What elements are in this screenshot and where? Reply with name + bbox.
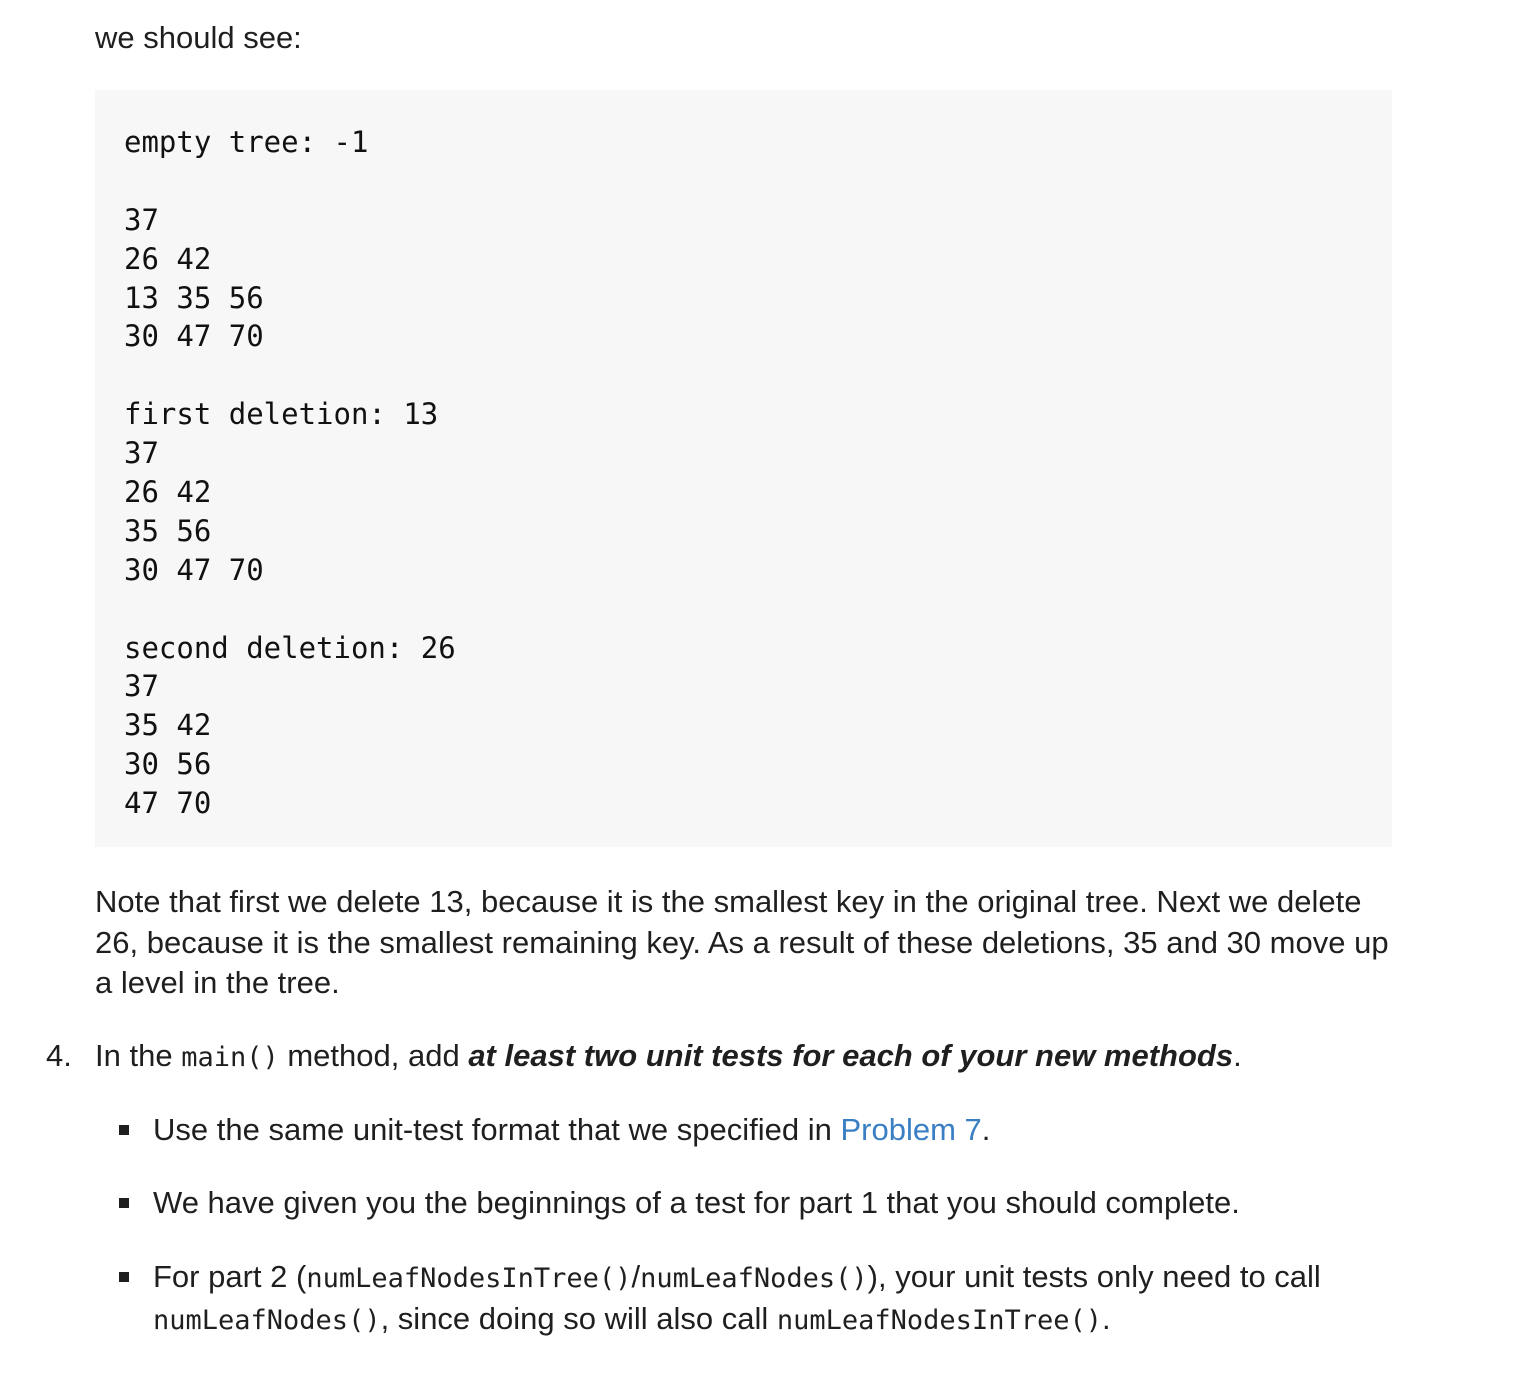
step-4 — [46, 1036, 1395, 1078]
code-main: main() — [181, 1042, 279, 1073]
code-line: 35 56 — [124, 513, 212, 548]
bullet-text: , since doing so will also call — [380, 1301, 777, 1336]
code-line: 35 42 — [124, 708, 212, 743]
bullet-item — [153, 1110, 1403, 1150]
bullet-list — [153, 1110, 1403, 1341]
bullet-marker-icon — [119, 1198, 129, 1208]
step-text: . — [1233, 1038, 1242, 1073]
bullet-text: Use the same unit-test format that we specified in — [153, 1112, 841, 1147]
bullet-item — [153, 1257, 1403, 1341]
step-text: In the — [95, 1038, 182, 1073]
code-line: second deletion: 26 — [124, 630, 456, 665]
bullet-marker-icon — [119, 1125, 129, 1135]
bullet-text: . — [1101, 1301, 1111, 1336]
code-line: 37 — [124, 202, 159, 237]
bullet-text: . — [981, 1112, 991, 1147]
step-emphasis: at least two unit tests for each of your new methods — [468, 1038, 1234, 1073]
code-line — [124, 356, 1363, 395]
code-line: 30 47 70 — [124, 319, 264, 354]
code-line: 30 47 70 — [124, 552, 264, 587]
code-line: 13 35 56 — [124, 280, 264, 315]
code-block — [95, 90, 1392, 847]
code-line: 47 70 — [124, 786, 212, 821]
intro-text: we should see: — [95, 20, 302, 55]
code-line: 26 42 — [124, 241, 212, 276]
note-paragraph: Note that first we delete 13, because it is the smallest key in the original tree. Next we delete 26, because it is the smallest remaining key. As a result of these deletions, 35 and 30 move up a level in the tree. — [95, 884, 1389, 1000]
step-number: 4. — [46, 1038, 72, 1073]
code-num-leaf-nodes: numLeafNodes() — [640, 1263, 868, 1294]
code-line: empty tree: -1 — [124, 125, 369, 159]
bullet-text: / — [631, 1259, 641, 1294]
code-line — [124, 590, 1363, 629]
code-line: 26 42 — [124, 475, 212, 510]
bullet-item — [153, 1183, 1403, 1223]
code-num-leaf-nodes-in-tree: numLeafNodesInTree() — [306, 1263, 632, 1294]
code-line — [124, 162, 1363, 201]
code-line: 37 — [124, 436, 159, 471]
code-num-leaf-nodes: numLeafNodes() — [153, 1305, 381, 1336]
bullet-text: ), your unit tests only need to call — [867, 1259, 1321, 1294]
bullet-text: For part 2 ( — [153, 1259, 307, 1294]
code-line: 30 56 — [124, 747, 212, 782]
code-num-leaf-nodes-in-tree: numLeafNodesInTree() — [776, 1305, 1102, 1336]
problem-7-link[interactable]: Problem 7 — [840, 1112, 982, 1147]
bullet-text: We have given you the beginnings of a test for part 1 that you should complete. — [153, 1185, 1240, 1220]
code-line: 37 — [124, 669, 159, 704]
code-line: first deletion: 13 — [124, 397, 439, 432]
bullet-marker-icon — [119, 1272, 129, 1282]
step-text: method, add — [278, 1038, 469, 1073]
